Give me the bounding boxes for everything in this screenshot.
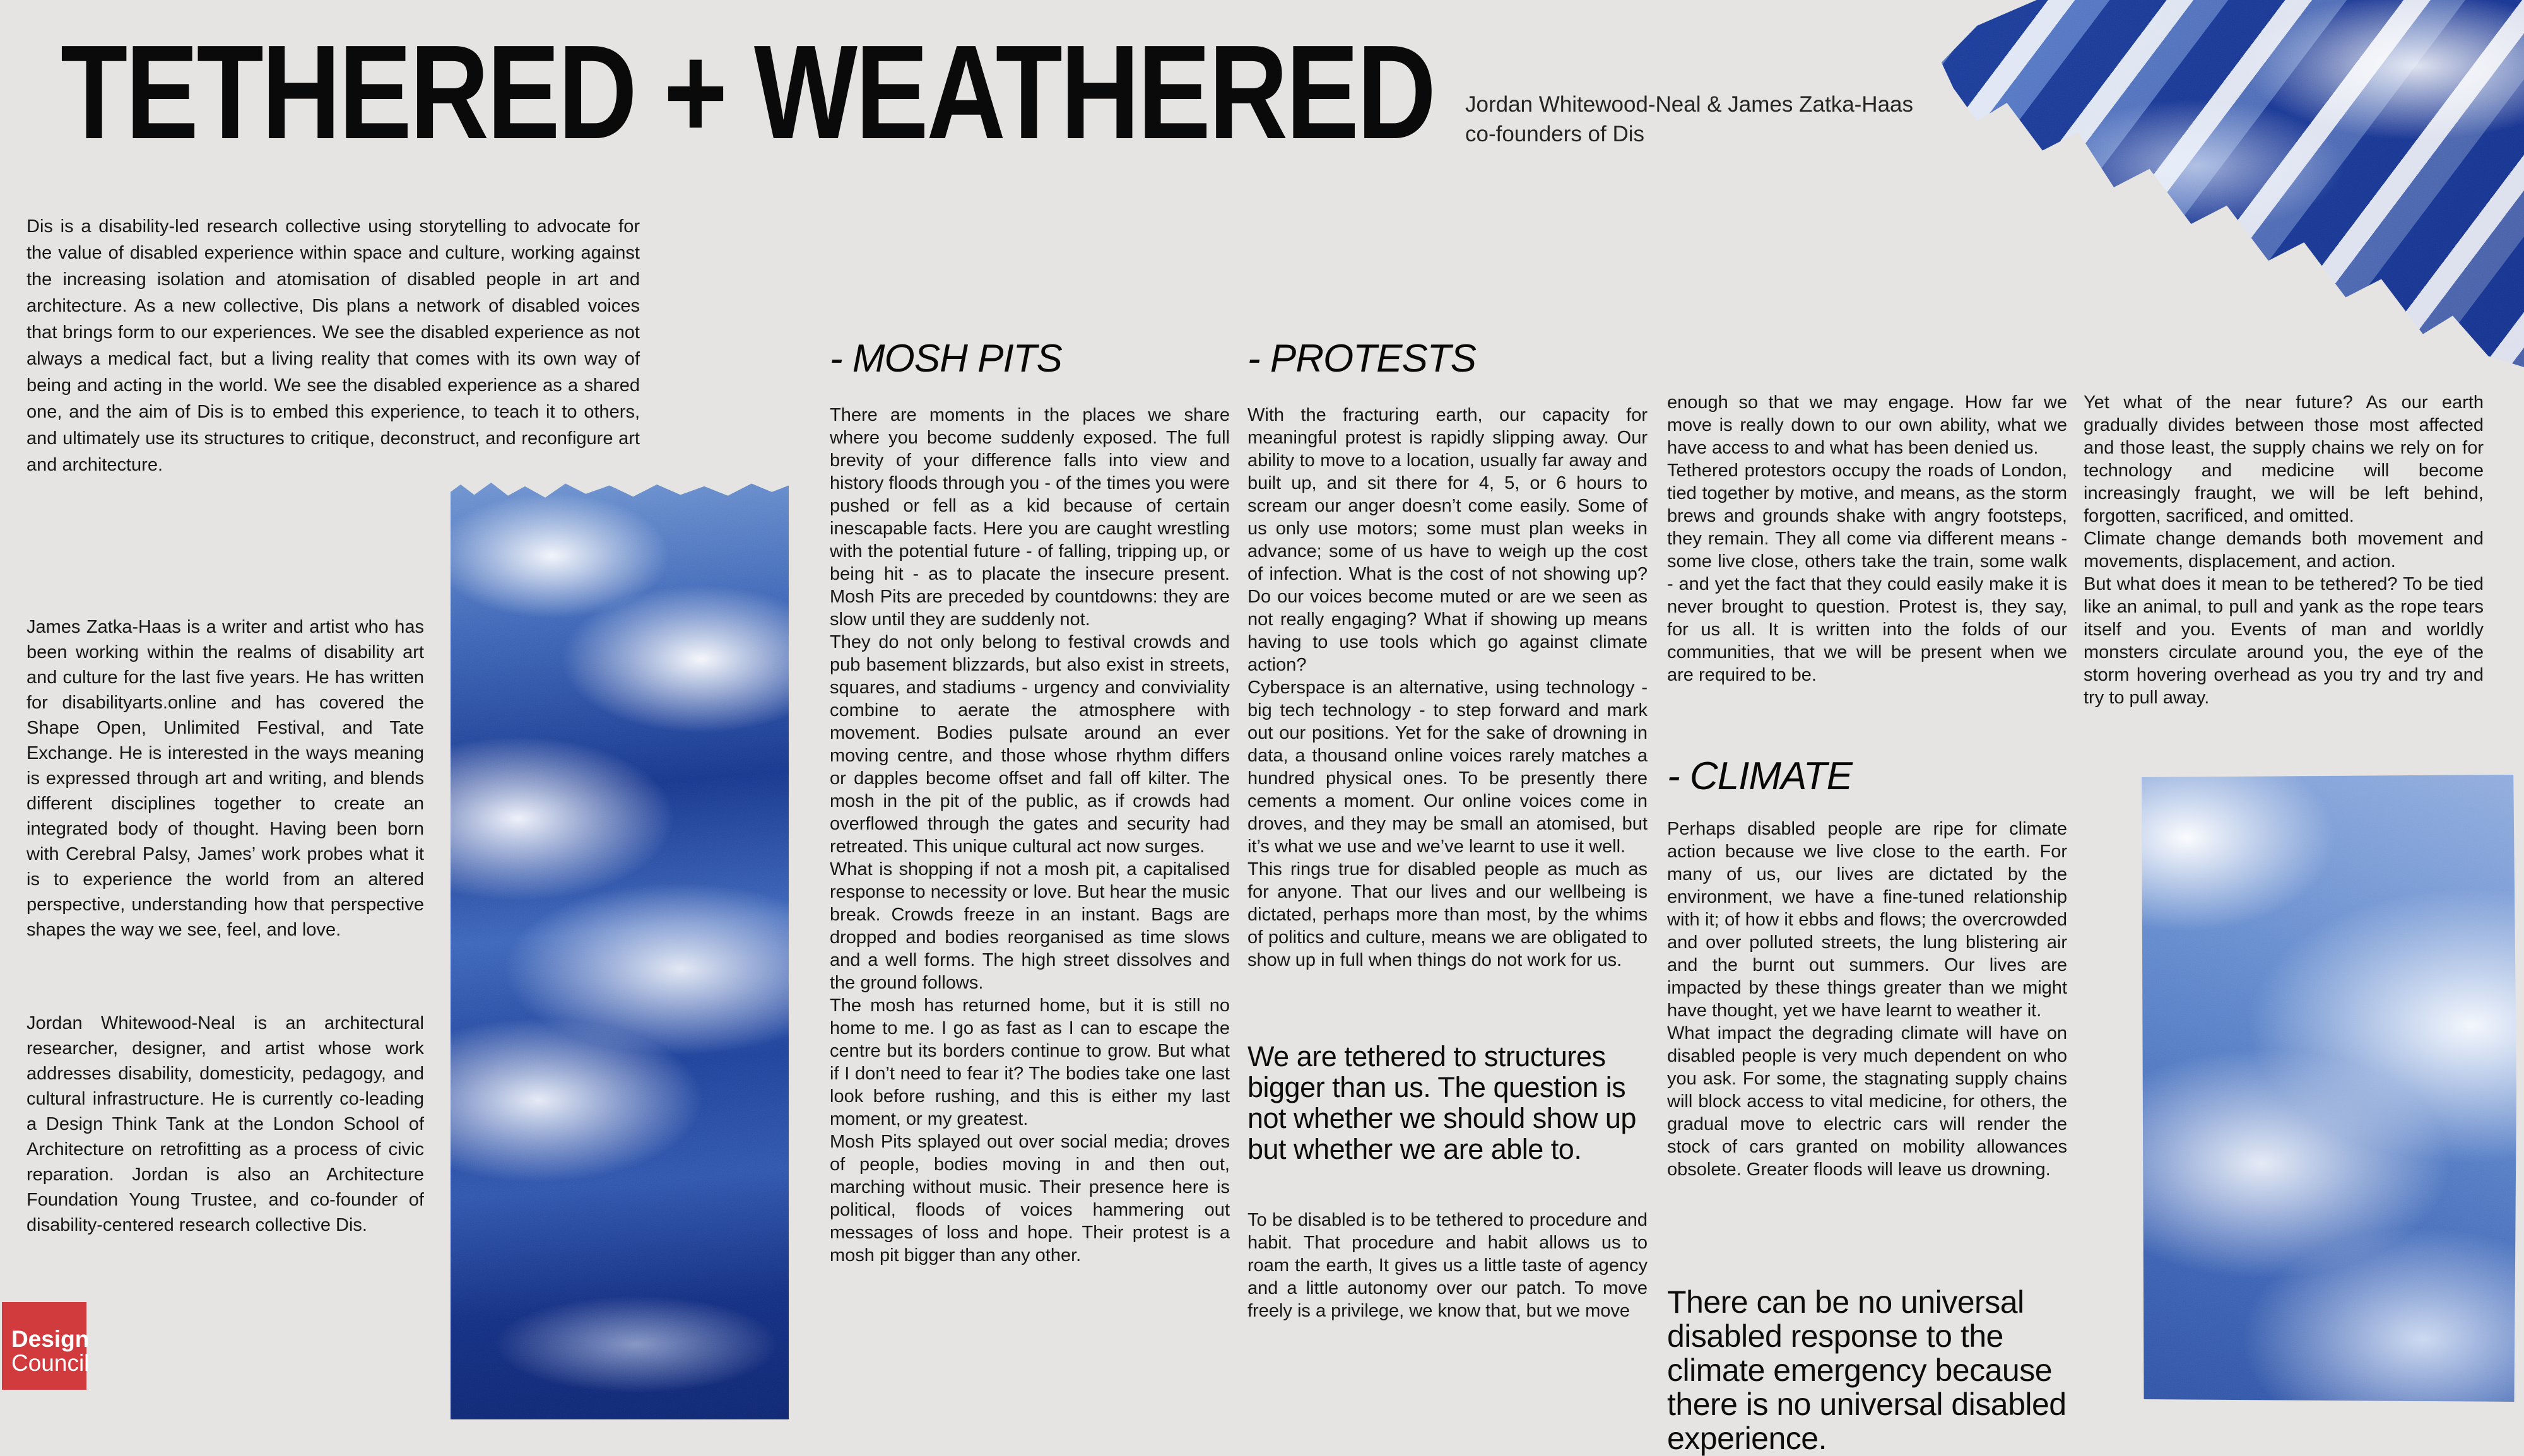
byline-authors: Jordan Whitewood-Neal & James Zatka-Haas xyxy=(1465,92,1914,117)
design-council-logo-line1: Design xyxy=(11,1326,90,1352)
mosh-paragraph: They do not only belong to festival crowds and pub basement blizzards, but also exist in streets, squares, and stadiums - urgency and conviviality combine to aerate the atmosphere with movement. Bodies pulsate around an ever moving centre, and those whose rhythm differs or dapples become offset and fall off kilter. The mosh in the pit of the public, as if crowds had overflowed through the gates and security had retreated. This unique cultural act now surges. xyxy=(830,632,1230,857)
mosh-paragraph: What is shopping if not a mosh pit, a capitalised response to necessity or love. But hear the music break. Crowds freeze in an instant. Bags are dropped and bodies reorganised as time slows and a well forms. The high street dissolves and the ground follows. xyxy=(830,859,1230,993)
column-climate xyxy=(1667,391,2067,1455)
pullquote-tethered-structures: We are tethered to structures bigger than us. The question is not whether we should show up but whether we are able to. xyxy=(1247,1040,1636,1165)
cloud-photo-left-strip xyxy=(451,481,789,1419)
climate-lead-paragraph: enough so that we may engage. How far we move is really down to our own ability, what we have access to and what has been denied us. xyxy=(1667,392,2067,458)
pullquote-no-universal-response: There can be no universal disabled response to the climate emergency because there is no universal disabled experience. xyxy=(1667,1284,2067,1456)
grain-texture xyxy=(1930,0,2524,367)
heading-mosh-pits: - MOSH PITS xyxy=(830,337,1062,380)
byline-role: co-founders of Dis xyxy=(1465,122,1645,146)
torn-cloud-photo-top-right xyxy=(1930,0,2524,367)
protests-paragraph: Cyberspace is an alternative, using technology - big tech technology - to step forward and mark out our positions. Yet for the sake of drowning in data, a thousand online voices rarely matches a hundred physical ones. To be presently there cements a moment. Our online voices come in droves, and they may be small an atomised, but it’s what we use and we’ve learnt to use it well. xyxy=(1247,678,1648,857)
mosh-paragraph: There are moments in the places we share where you become suddenly exposed. The full brevity of your difference falls into view and history floods through you - of the times you were pushed or fell as a kid because of certain inescapable facts. Here you are caught wrestling with the potential future - of falling, tripping up, or being hit - as to placate the insecure present. Mosh Pits are preceded by countdowns: they are slow until they are suddenly not. xyxy=(830,405,1230,630)
mosh-paragraph: Mosh Pits splayed out over social media; droves of people, bodies moving in and then out, marching without music. Their presence here is political, floods of voices hammering out messages of loss and hope. Their protest is a mosh pit bigger than any other. xyxy=(830,1132,1230,1265)
protests-paragraph: This rings true for disabled people as much as for anyone. That our lives and our wellbeing is dictated, perhaps more than most, by the whims of politics and culture, means we are obligated to show up in full when things do not work for us. xyxy=(1247,859,1648,970)
heading-protests: - PROTESTS xyxy=(1247,337,1477,380)
column-protests xyxy=(1247,339,1648,1322)
climate-paragraph: Perhaps disabled people are ripe for climate action because we live close to the earth. For many of us, our lives are dictated by the environment, we have a fine-tuned relationship with it; of how it ebbs and flows; the overcrowded and over polluted streets, the lung blistering air and the burnt out summers. Our lives are impacted by these things greater than we might have thought, yet we have learnt to weather it. xyxy=(1667,819,2067,1021)
outro-paragraph: But what does it mean to be tethered? To be tied like an animal, to pull and yank as the rope tears itself and you. Events of man and worldly monsters circulate around you, the eye of the storm hovering overhead as you try and try and try to pull away. xyxy=(2084,574,2484,708)
protests-paragraph: With the fracturing earth, our capacity for meaningful protest is rapidly slipping away. Our ability to move to a location, usually far away and built up, and sit there for 4, 5, or 6 hours to scream our anger doesn’t come easily. Some of us only use motors; some must plan weeks in advance; some of us have to weigh up the cost of infection. What is the cost of not showing up? Do our voices become muted or are we seen as not really engaging? What if showing up means having to use tools which go against climate action? xyxy=(1247,405,1648,675)
protests-paragraph: To be disabled is to be tethered to procedure and habit. That procedure and habit allows us to roam the earth, It gives us a little taste of agency and a little autonomy over our patch. To move freely is a privilege, we know that, but we move xyxy=(1247,1210,1648,1321)
design-council-logo xyxy=(2,1302,90,1390)
column-outro xyxy=(2084,391,2484,709)
design-council-logo-line2: Council xyxy=(11,1350,90,1376)
page-title-text: TETHERED + WEATHERED xyxy=(61,17,1434,167)
outro-paragraph: Yet what of the near future? As our earth gradually divides between those most affected and those least, the supply chains we rely on for technology and medicine will become increasingly fraught, we will be left behind, forgotten, sacrificed, and omitted. xyxy=(2084,392,2484,526)
column-mosh-pits xyxy=(830,339,1230,1267)
intro-paragraph: Dis is a disability-led research collective using storytelling to advocate for the value of disabled experience within space and culture, working against the increasing isolation and atomisation of disabled people in art and architecture. As a new collective, Dis plans a network of disabled voices that brings form to our experiences. We see the disabled experience as not always a medical fact, but a living reality that comes with its own way of being and acting in the world. We see the disabled experience as a shared one, and the aim of Dis is to embed this experience, to teach it to others, and ultimately use its structures to critique, deconstruct, and reconfigure art and architecture. xyxy=(27,216,640,475)
climate-lead-paragraph: Tethered protestors occupy the roads of London, tied together by motive, and means, as the storm brews and grounds shake with angry footsteps, they remain. They all come via different means - some live close, others take the train, some walk - and yet the fact that they could easily make it is never brought to question. Protest is, they say, for us all. It is written into the folds of our communities, that we will be present when we are required to be. xyxy=(1667,461,2067,685)
mosh-paragraph: The mosh has returned home, but it is still no home to me. I go as fast as I can to escape the centre but its borders continue to grow. But what if I don’t need to fear it? The bodies take one last look before rushing, and this is either my last moment, or my greatest. xyxy=(830,995,1230,1129)
grain-texture xyxy=(2142,775,2516,1402)
bio-james: James Zatka-Haas is a writer and artist who has been working within the realms of disability art and culture for the last five years. He has written for disabilityarts.online and has covered the Shape Open, Unlimited Festival, and Tate Exchange. He is interested in the ways meaning is expressed through art and writing, and blends different disciplines together to create an integrated body of thought. Having been born with Cerebral Palsy, James’ work probes what it is to experience the world from an altered perspective, understanding how that perspective shapes the way we see, feel, and love. xyxy=(27,617,424,940)
cloud-photo-bottom-right xyxy=(2142,775,2516,1402)
bio-jordan: Jordan Whitewood-Neal is an architectural researcher, designer, and artist whose work addresses disability, domesticity, pedagogy, and cultural infrastructure. He is currently co-leading a Design Think Tank at the London School of Architecture on retrofitting as a process of civic reparation. Jordan is also an Architecture Foundation Young Trustee, and co-founder of disability-centered research collective Dis. xyxy=(27,1013,424,1235)
byline xyxy=(1465,90,1913,149)
heading-climate: - CLIMATE xyxy=(1667,754,1852,798)
climate-paragraph: What impact the degrading climate will have on disabled people is very much dependent on who you ask. For some, the stagnating supply chains will block access to vital medicine, for others, the gradual move to electric cars will render the stock of cars granted on mobility allowances obsolete. Greater floods will leave us drowning. xyxy=(1667,1023,2067,1180)
grain-texture xyxy=(451,481,789,1419)
outro-paragraph: Climate change demands both movement and movements, displacement, and action. xyxy=(2084,529,2484,572)
